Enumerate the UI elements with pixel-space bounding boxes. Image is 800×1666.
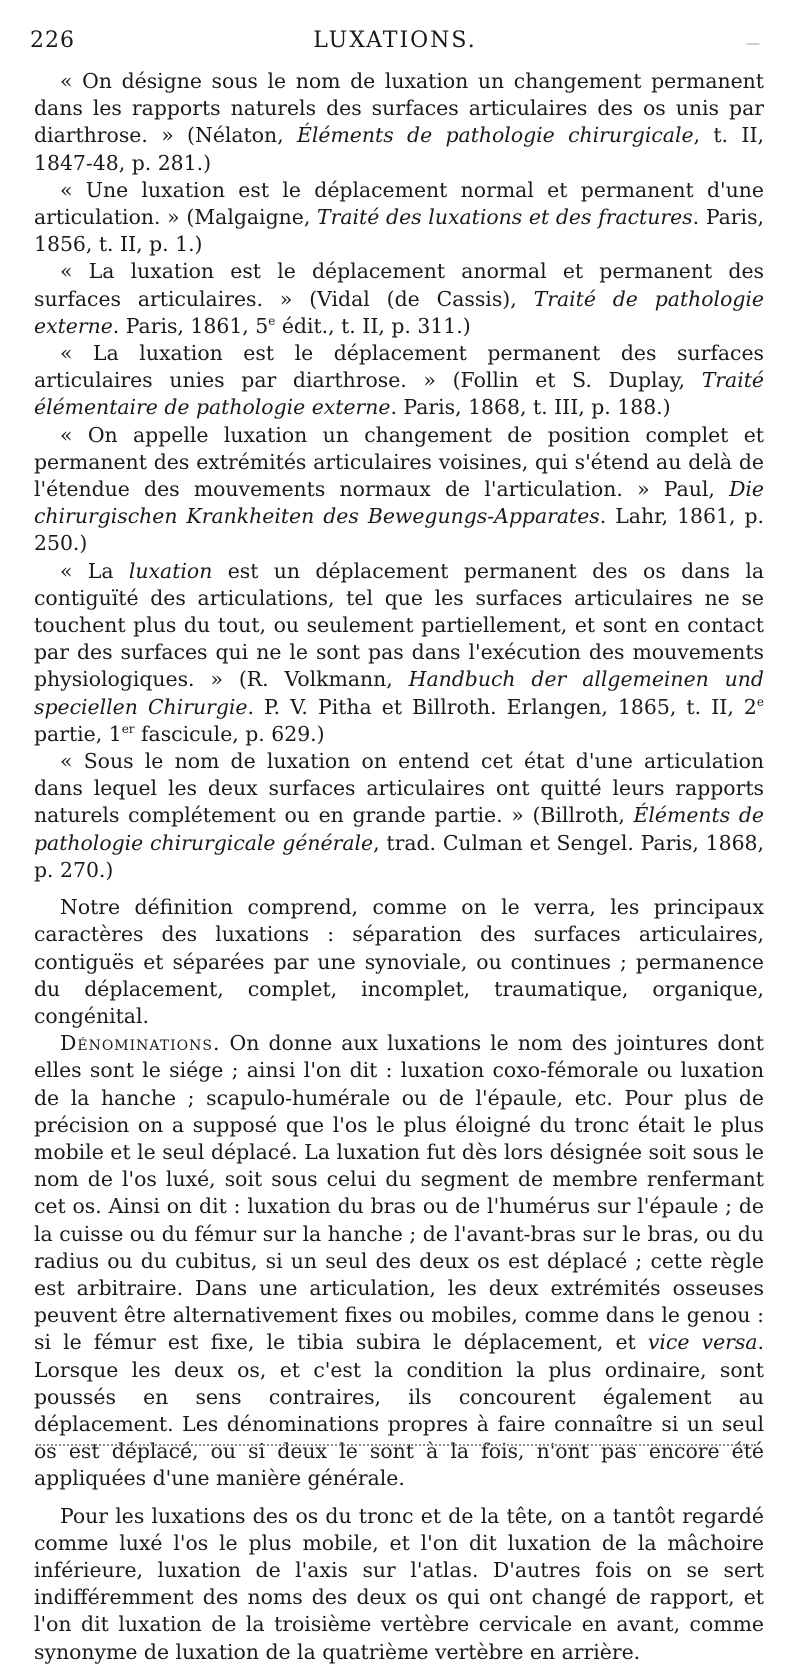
- definition-follin-duplay: « La luxation est le déplacement permanent des surfaces articulaires unies par diarthrose. » (Follin et S. Duplay, Traité élémentaire de pathologie externe. Paris, 1868, t. III, p. 188.): [34, 341, 764, 420]
- definition-nelaton: « On désigne sous le nom de luxation un changement permanent dans les rapports naturels des surfaces articulaires des os unis par diarthrose. » (Nélaton, Éléments de pathologie chirurgicale, t. II, 1847-48, p. 281.): [34, 69, 764, 175]
- denominations-paragraph: Dénominations. On donne aux luxations le nom des jointures dont elles sont le siége ; ainsi l'on dit : luxation coxo-fémorale ou luxation de la hanche ; scapulo-humérale ou de l'épaule, etc. Pour plus de précision on a supposé que l'os le plus éloigné du tronc était le plus mobile et le seul déplacé. La luxation fut dès lors désignée soit sous le nom de l'os luxé, soit sous celui du segment de membre renfermant cet os. Ainsi on dit : luxation du bras ou de l'humérus sur l'épaule ; de la cuisse ou du fémur sur la hanche ; de l'avant-bras sur le bras, ou du radius ou du cubitus, si un seul des deux os est déplacé ; cette règle est arbitraire. Dans une articulation, les deux extrémités osseuses peuvent être alternativement fixes ou mobiles, comme dans le genou : si le fémur est fixe, le tibia subira le déplacement, et vice versa. Lorsque les deux os, et c'est la condition la plus ordinaire, sont poussés en sens contraires, ils concourent également au déplacement. Les dénominations propres à faire connaître si un seul os est déplacé, ou si deux le sont à la fois, n'ont pas encore été appliquées d'une manière générale.: [34, 1031, 764, 1491]
- section-heading: Dénominations.: [60, 1031, 221, 1056]
- definition-vidal: « La luxation est le déplacement anormal et permanent des surfaces articulaires. » (Vidal (de Cassis), Traité de pathologie externe. Paris, 1861, 5e édit., t. II, p. 311.): [34, 259, 764, 338]
- definition-paul: « On appelle luxation un changement de position complet et permanent des extrémités articulaires voisines, qui s'étend au delà de l'étendue des mouvements normaux de l'articulation. » Paul, Die chirurgischen Krankheiten des Bewegungs-Apparates. Lahr, 1861, p. 250.): [34, 422, 764, 556]
- definition-volkmann: « La luxation est un déplacement permanent des os dans la contiguïté des articulations, tel que les surfaces articulaires ne se touchent plus du tout, ou seulement partiellement, et sont en contact par des surfaces qui ne le sont pas dans l'exécution des mouvements physiologiques. » (R. Volkmann, Handbuch der allgemeinen und speciellen Chirurgie. P. V. Pitha et Billroth. Erlangen, 1865, t. II, 2e partie, 1er fascicule, p. 629.): [34, 558, 764, 746]
- body-text: [34, 68, 764, 1666]
- trunk-luxations-paragraph: Pour les luxations des os du tronc et de la tête, on a tantôt regardé comme luxé l'os le plus mobile, et l'on dit luxation de la mâchoire inférieure, luxation de l'axis sur l'atlas. D'autres fois on se sert indifféremment des noms des deux os qui ont changé de rapport, et l'on dit luxation de la troisième vertèbre cervicale en avant, comme synonyme de luxation de la quatrième vertèbre en arrière.: [34, 1503, 764, 1664]
- definition-malgaigne: « Une luxation est le déplacement normal et permanent d'une articulation. » (Malgaigne, Traité des luxations et des fractures. Paris, 1856, t. II, p. 1.): [34, 177, 765, 257]
- page-header: [30, 28, 760, 58]
- running-title: LUXATIONS.: [313, 28, 477, 53]
- definition-billroth: « Sous le nom de luxation on entend cet état d'une articulation dans lequel les deux surfaces articulaires ont quitté leurs rapports naturels complétement ou en grande partie. » (Billroth, Éléments de pathologie chirurgicale générale, trad. Culman et Sengel. Paris, 1868, p. 270.): [34, 749, 764, 882]
- page-number: 226: [30, 28, 75, 53]
- footer-rule: [36, 1444, 756, 1446]
- our-definition-paragraph: Notre définition comprend, comme on le verra, les principaux caractères des luxations : séparation des surfaces articulaires, contiguës et séparées par une synoviale, ou continues ; permanence du déplacement, complet, incomplet, traumatique, organique, congénital.: [34, 895, 764, 1028]
- header-mark: —: [746, 36, 760, 52]
